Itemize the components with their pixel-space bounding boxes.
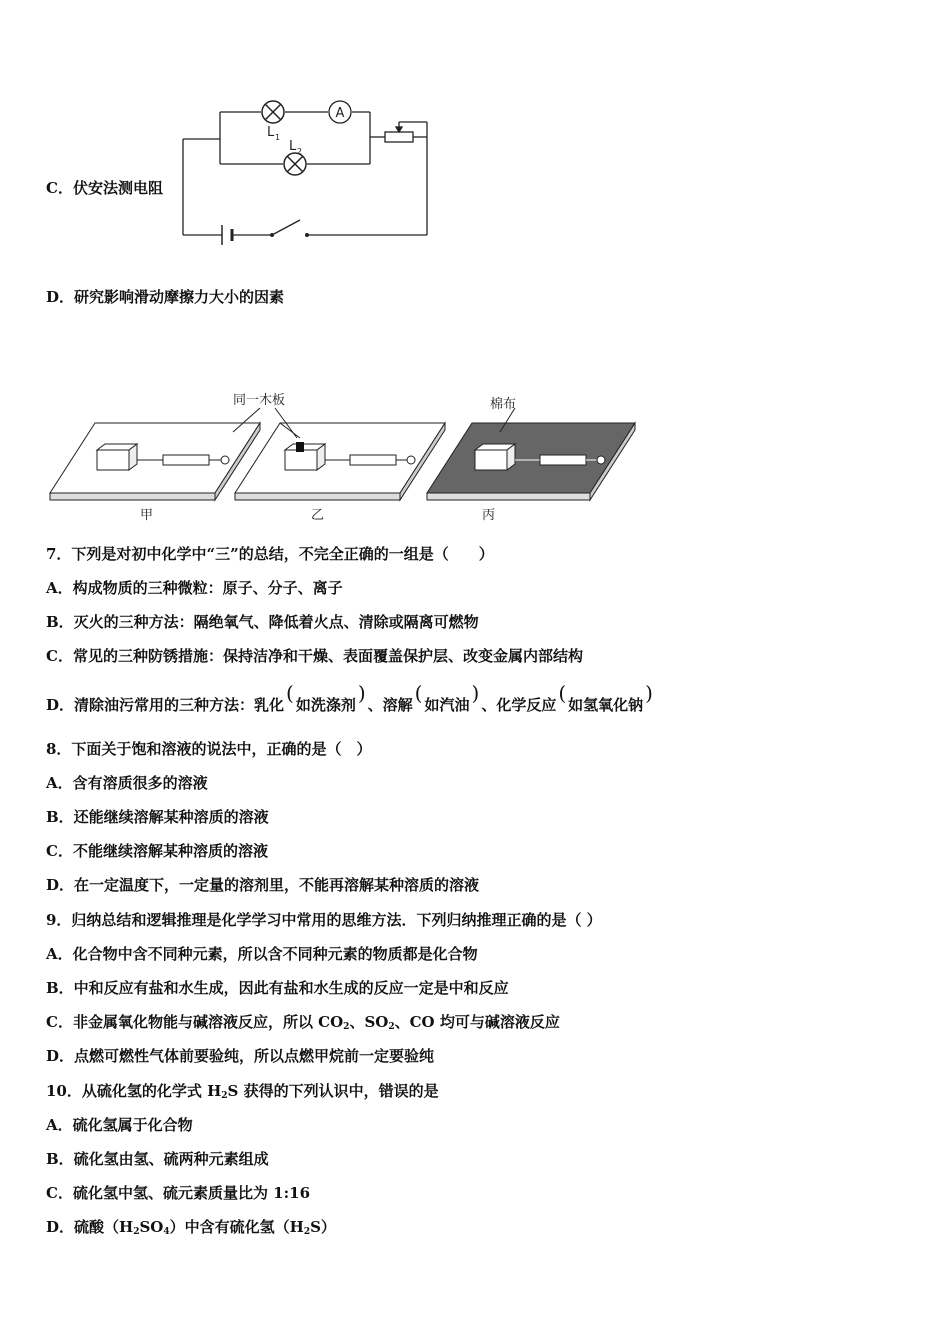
q7-d-mid1: 、溶解: [367, 696, 413, 714]
jia-label: 甲: [140, 508, 154, 523]
ammeter-icon: [329, 101, 351, 123]
q10-option-c: C．硫化氢中氢、硫元素质量比为 1:16: [46, 1184, 311, 1202]
q8-option-c: C．不能继续溶解某种溶质的溶液: [46, 842, 268, 860]
q7-stem: 7．下列是对初中化学中“三”的总结，不完全正确的一组是（ ）: [46, 545, 494, 563]
yi-label: 乙: [311, 508, 325, 523]
q9-c-part3: 、CO 均可与碱溶液反应: [394, 1013, 560, 1031]
q10-d-sub1: 2: [133, 1227, 140, 1237]
lamp2-label: L: [289, 139, 297, 154]
q7-option-a: A．构成物质的三种微粒：原子、分子、离子: [46, 579, 343, 597]
q7-d-p3: 如氢氧化钠: [568, 696, 644, 714]
q10-option-d: [46, 1217, 336, 1242]
q8-option-a: A．含有溶质很多的溶液: [46, 774, 208, 792]
q9-option-a: A．化合物中含不同种元素，所以含不同种元素的物质都是化合物: [46, 945, 478, 963]
lamp2-sub: 2: [297, 147, 303, 156]
ammeter-label: A: [335, 106, 345, 121]
lamp1-sub: 1: [275, 133, 281, 142]
q10-stem-sub: 2: [221, 1091, 228, 1101]
lamp1-label: L: [267, 125, 275, 140]
q10-d-part4: S）: [310, 1218, 336, 1236]
q10-d-part2: SO: [139, 1218, 164, 1236]
q7-d-p2: 如汽油: [424, 696, 470, 714]
option-d-friction: D．研究影响滑动摩擦力大小的因素: [46, 288, 285, 306]
q9-stem: 9．归纳总结和逻辑推理是化学学习中常用的思维方法．下列归纳推理正确的是（ ）: [46, 911, 602, 929]
board-jia: [50, 423, 260, 500]
q10-d-sub3: 2: [303, 1227, 311, 1237]
board-bing: [427, 408, 635, 500]
bing-label: 丙: [482, 508, 496, 523]
rheostat-icon: [385, 122, 427, 142]
q9-option-d: D．点燃可燃性气体前要验纯，所以点燃甲烷前一定要验纯: [46, 1047, 435, 1065]
board-label: 同一木板: [233, 393, 286, 408]
q7-option-b: B．灭火的三种方法：隔绝氧气、降低着火点、清除或隔离可燃物: [46, 613, 479, 631]
q9-c-sub2: 2: [388, 1022, 395, 1032]
lamp-l1-icon: [262, 101, 284, 123]
q10-d-part3: ）中含有硫化氢（H: [169, 1218, 304, 1236]
q10-d-sub2: 4: [163, 1227, 170, 1237]
q9-c-sub1: 2: [343, 1022, 350, 1032]
q10-d-part1: D．硫酸（H: [46, 1218, 134, 1236]
cloth-label: 棉布: [490, 397, 517, 412]
q8-stem: 8．下面关于饱和溶液的说法中，正确的是（ ）: [46, 740, 372, 758]
q7-d-p1: 如洗涤剂: [295, 696, 356, 714]
circuit-diagram: [175, 92, 445, 252]
lamp-l2-icon: [284, 153, 306, 175]
q9-c-part2: 、SO: [349, 1013, 389, 1031]
q9-option-c: [46, 1012, 560, 1037]
q7-d-prefix: D．清除油污常用的三种方法：乳化: [46, 696, 285, 714]
friction-diagram: [45, 390, 645, 525]
option-c-circuit: C．伏安法测电阻: [46, 179, 163, 197]
battery-icon: [222, 225, 232, 245]
q10-stem: [46, 1081, 439, 1106]
q10-option-a: A．硫化氢属于化合物: [46, 1116, 193, 1134]
q9-c-part1: C．非金属氧化物能与碱溶液反应，所以 CO: [46, 1013, 344, 1031]
q10-stem-part2: S 获得的下列认识中，错误的是: [227, 1082, 439, 1100]
q8-option-d: D．在一定温度下，一定量的溶剂里，不能再溶解某种溶质的溶液: [46, 876, 480, 894]
q8-option-b: B．还能继续溶解某种溶质的溶液: [46, 808, 269, 826]
q7-option-c: C．常见的三种防锈措施：保持洁净和干燥、表面覆盖保护层、改变金属内部结构: [46, 647, 583, 665]
q7-option-d: D．清除油污常用的三种方法：乳化 ( 如洗涤剂 ) 、溶解 ( 如汽油 ) 、化学反应 ( 如氢氧化钠 ): [46, 681, 653, 714]
q10-option-b: B．硫化氢由氢、硫两种元素组成: [46, 1150, 269, 1168]
board-yi: [235, 423, 445, 500]
q7-d-mid2: 、化学反应: [481, 696, 557, 714]
q9-option-b: B．中和反应有盐和水生成，因此有盐和水生成的反应一定是中和反应: [46, 979, 509, 997]
q10-stem-part1: 10．从硫化氢的化学式 H: [46, 1082, 222, 1100]
